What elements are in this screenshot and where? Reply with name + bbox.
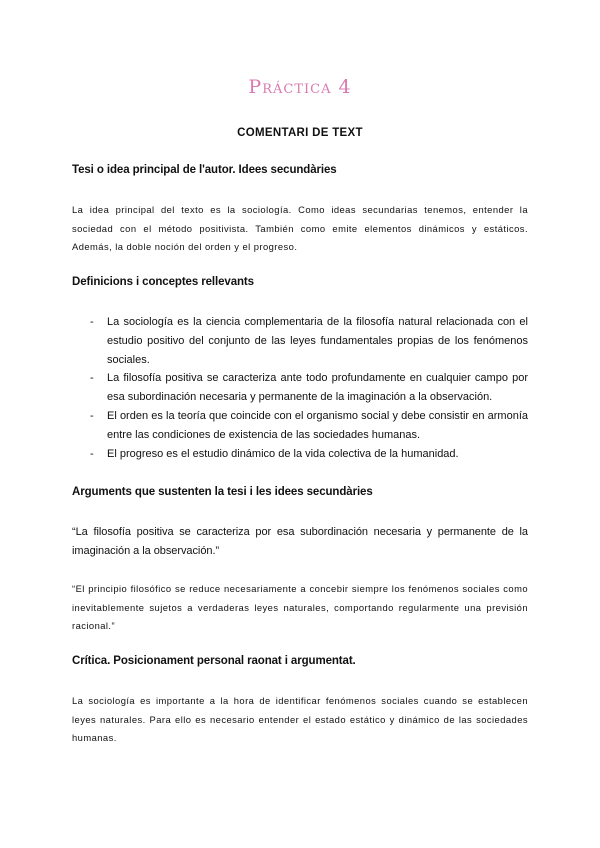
definitions-list: [72, 313, 528, 463]
document-subtitle: COMENTARI DE TEXT: [237, 127, 363, 139]
critique-heading: Crítica. Posicionament personal raonat i argumentat.: [72, 655, 356, 667]
bullet-dash: -: [90, 409, 94, 422]
list-item-text: La sociología es la ciencia complementaria de la filosofía natural relacionada con el estudio positivo del conjunto de las leyes fundamentales propias de los fenómenos sociales.: [107, 316, 528, 366]
bullet-dash: -: [90, 372, 94, 385]
arguments-heading: Arguments que sustenten la tesi i les idees secundàries: [72, 486, 373, 498]
arguments-quote-1: “La filosofía positiva se caracteriza por esa subordinación necesaria y permanente de la imaginación a la observación.”: [72, 526, 528, 557]
list-item: [72, 445, 528, 464]
list-item: [72, 369, 528, 407]
critique-paragraph: La sociología es importante a la hora de identificar fenómenos sociales cuando se establecen leyes naturales. Para ello es necesario entender el estado estático y dinámico de las sociedades humanas.: [72, 695, 528, 743]
page-title: Práctica 4: [248, 76, 352, 98]
thesis-paragraph: La idea principal del texto es la sociología. Como ideas secundarias tenemos, entender la sociedad con el método positivista. También como emite elementos dinámicos y estáticos. Además, la doble noción del orden y el progreso.: [72, 204, 528, 252]
list-item-text: El progreso es el estudio dinámico de la vida colectiva de la humanidad.: [107, 447, 459, 460]
bullet-dash: -: [90, 316, 94, 328]
list-item-text: El orden es la teoría que coincide con el organismo social y debe consistir en armonía entre las condiciones de existencia de las sociedades humanas.: [107, 409, 528, 441]
bullet-dash: -: [90, 447, 94, 460]
thesis-heading: Tesi o idea principal de l'autor. Idees secundàries: [72, 164, 337, 176]
list-item: [72, 407, 528, 445]
list-item: [72, 313, 528, 369]
definitions-heading: Definicions i conceptes rellevants: [72, 276, 254, 288]
arguments-quote-2: “El principio filosófico se reduce necesariamente a concebir siempre los fenómenos sociales como inevitablemente sujetos a verdaderas leyes naturales, comportando regularmente una previsión racional.”: [72, 583, 528, 631]
list-item-text: La filosofía positiva se caracteriza ante todo profundamente en cualquier campo por esa subordinación necesaria y permanente de la imaginación a la observación.: [107, 372, 528, 404]
